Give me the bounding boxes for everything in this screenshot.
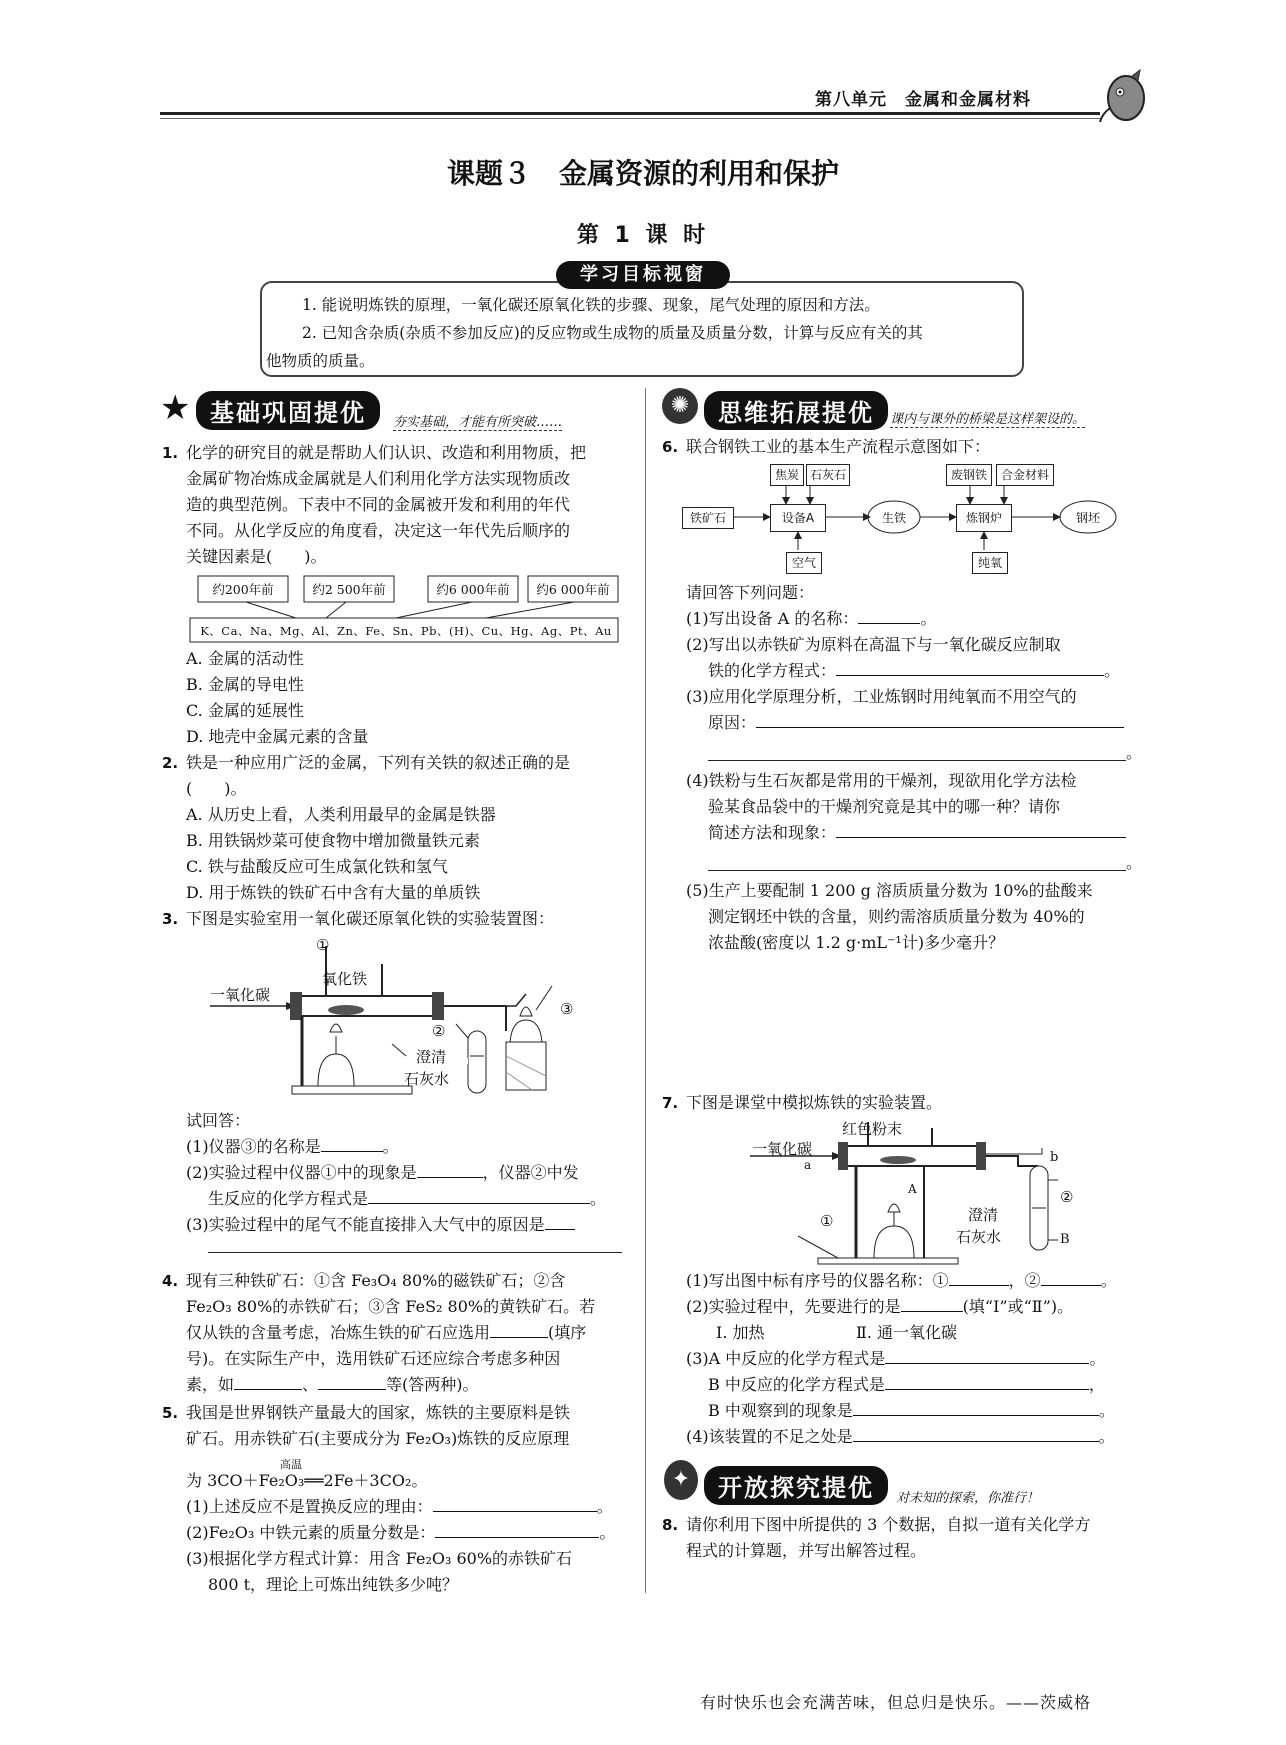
q6-sub5: (5)生产上要配制 1 200 g 溶质质量分数为 10%的盐酸来: [686, 881, 1093, 900]
q4-line: Fe₂O₃ 80%的赤铁矿石；③含 FeS₂ 80%的黄铁矿石。若: [186, 1297, 596, 1316]
q1-line: 不同。从化学反应的角度看，决定这一年代先后顺序的: [186, 521, 571, 540]
header-rule: [160, 112, 1100, 115]
timeline-label: 约6 000年前: [436, 582, 510, 597]
q7-sub4: (4)该装置的不足之处是 。: [686, 1427, 1115, 1446]
fig3-fe2o3-label: 氧化铁: [322, 970, 368, 988]
q5-number: 5.: [162, 1404, 179, 1422]
q6-sub4: (4)铁粉与生石灰都是常用的干燥剂，现欲用化学方法检: [686, 771, 1077, 790]
answer-blank[interactable]: [901, 1295, 963, 1312]
q6-number: 6.: [662, 438, 679, 456]
reaction-condition: 高温: [280, 1458, 302, 1471]
fig7-port-b: b: [1050, 1150, 1059, 1165]
goals-label: 学习目标视窗: [556, 261, 730, 289]
q1-line: 金属矿物冶炼成金属就是人们利用化学方法实现物质改: [186, 469, 571, 488]
q1-option-b: B. 金属的导电性: [186, 675, 304, 694]
fig7-num2: ②: [1060, 1188, 1074, 1206]
fig7-port-a: a: [804, 1158, 812, 1172]
section-basic-title: 基础巩固提优: [196, 391, 380, 430]
flow-coke: 焦炭: [770, 464, 804, 486]
q3-sub2: (2)实验过程中仪器①中的现象是 ，仪器②中发: [186, 1163, 579, 1182]
q2-option-b: B. 用铁锅炒菜可使食物中增加微量铁元素: [186, 831, 480, 850]
section-extend-sub: 课内与课外的桥梁是这样架设的。: [890, 408, 1085, 428]
q6-sub5-cont: 浓盐酸(密度以 1.2 g·mL⁻¹计)多少毫升？: [708, 933, 1005, 952]
mascot-icon: [1092, 68, 1154, 130]
q1-option-a: A. 金属的活动性: [186, 649, 304, 668]
metal-activity-series: K、Ca、Na、Mg、Al、Zn、Fe、Sn、Pb、(H)、Cu、Hg、Ag、Pt、Au: [200, 624, 612, 638]
q1-option-d: D. 地壳中金属元素的含量: [186, 727, 369, 746]
q6-sub4-cont: 验某食品袋中的干燥剂究竟是其中的哪一种？请你: [708, 797, 1061, 816]
answer-blank[interactable]: [545, 1213, 575, 1230]
q5-line: 矿石。用赤铁矿石(主要成分为 Fe₂O₃)炼铁的反应原理: [186, 1429, 570, 1448]
q1-line: 造的典型范例。下表中不同的金属被开发和利用的年代: [186, 495, 571, 514]
answer-blank[interactable]: [490, 1321, 548, 1338]
answer-blank[interactable]: [756, 711, 1124, 728]
fig3-co-label: 一氧化碳: [210, 986, 271, 1004]
answer-line[interactable]: [708, 760, 1126, 761]
q1-line: 化学的研究目的就是帮助人们认识、改造和利用物质，把: [186, 443, 587, 462]
flow-device-a: 设备A: [770, 504, 826, 532]
answer-blank[interactable]: [836, 821, 1126, 838]
answer-blank[interactable]: [885, 1373, 1089, 1390]
section-basic-sub: 夯实基础，才能有所突破……: [393, 411, 562, 431]
answer-blank[interactable]: [1041, 1269, 1101, 1286]
q5-sub3-cont: 800 t，理论上可炼出纯铁多少吨？: [208, 1575, 459, 1594]
fig7-powder-label: 红色粉末: [842, 1120, 903, 1138]
lightbulb-icon: ✦: [664, 1460, 698, 1500]
q6-line: 联合钢铁工业的基本生产流程示意图如下：: [686, 437, 991, 456]
q1-line: 关键因素是( )。: [186, 547, 327, 566]
q7-opt1: Ⅰ. 加热: [716, 1323, 765, 1342]
q4-line: 素，如 、 等(答两种)。: [186, 1375, 479, 1394]
answer-blank[interactable]: [321, 1135, 383, 1152]
q2-line: 铁是一种应用广泛的金属，下列有关铁的叙述正确的是: [186, 753, 571, 772]
timeline-label: 约2 500年前: [312, 582, 386, 597]
fig7-label-A: A: [908, 1182, 917, 1196]
answer-blank[interactable]: [885, 1347, 1089, 1364]
q7-number: 7.: [662, 1094, 679, 1112]
flow-oxygen: 纯氧: [972, 552, 1008, 574]
starfish-icon: ★: [160, 388, 191, 428]
q2-option-c: C. 铁与盐酸反应可生成氯化铁和氢气: [186, 857, 448, 876]
q6-sub2-cont: 铁的化学方程式： 。: [708, 661, 1121, 680]
q8-line: 请你利用下图中所提供的 3 个数据，自拟一道有关化学方: [686, 1515, 1091, 1534]
q1-number: 1.: [162, 444, 179, 462]
answer-blank[interactable]: [858, 607, 920, 624]
flow-furnace: 炼钢炉: [956, 504, 1012, 532]
q5-line: 我国是世界钢铁产量最大的国家，炼铁的主要原料是铁: [186, 1403, 571, 1422]
q1-option-c: C. 金属的延展性: [186, 701, 304, 720]
flow-alloy: 合金材料: [996, 464, 1054, 486]
flow-ore: 铁矿石: [682, 507, 734, 529]
q5-sub2: (2)Fe₂O₃ 中铁元素的质量分数是： 。: [186, 1523, 616, 1542]
q3-sub1: (1)仪器③的名称是 。: [186, 1137, 399, 1156]
fig3-lime-label: 石灰水: [404, 1070, 450, 1088]
fig7-num1: ①: [820, 1212, 834, 1230]
q3-sub2-cont: 生反应的化学方程式是 。: [208, 1189, 607, 1208]
q6-sub2: (2)写出以赤铁矿为原料在高温下与一氧化碳反应制取: [686, 635, 1061, 654]
q6-sub4-cont: 简述方法和现象：: [708, 820, 1126, 847]
header-rule-thin: [160, 118, 1100, 119]
section-open-sub: 对未知的探索，你准行！: [896, 1491, 1040, 1506]
q6-sub1: (1)写出设备 A 的名称： 。: [686, 609, 937, 628]
column-divider: [645, 388, 646, 1593]
period-mark: 。: [1126, 743, 1143, 762]
page-title: 课题３ 金属资源的利用和保护: [446, 157, 839, 190]
flow-scrap: 废钢铁: [946, 464, 992, 486]
q6-sub3: (3)应用化学原理分析，工业炼钢时用纯氧而不用空气的: [686, 687, 1077, 706]
q6-sub3-cont: 原因：: [708, 710, 1124, 737]
co-reduction-apparatus: [206, 936, 596, 1106]
q4-line: 现有三种铁矿石：①含 Fe₃O₄ 80%的磁铁矿石；②含: [186, 1271, 566, 1290]
fig3-num2: ②: [432, 1022, 446, 1040]
q7-sub3-b: B 中反应的化学方程式是 ，: [708, 1375, 1105, 1394]
q5-equation: 为 3CO＋Fe₂O₃══2Fe＋3CO₂。: [186, 1471, 428, 1490]
flow-air: 空气: [786, 552, 822, 574]
flow-limestone: 石灰石: [806, 464, 850, 486]
footer-quote: 有时快乐也会充满苦味，但总归是快乐。——茨威格: [700, 1693, 1092, 1712]
section-extend-title: 思维拓展提优: [704, 391, 888, 430]
q3-line: 下图是实验室用一氧化碳还原氧化铁的实验装置图：: [186, 909, 555, 928]
flow-pig-iron: 生铁: [881, 511, 906, 525]
answer-blank[interactable]: [853, 1399, 1099, 1416]
q4-number: 4.: [162, 1272, 179, 1290]
timeline-label: 约6 000年前: [536, 582, 610, 597]
q6-ask: 请回答下列问题：: [686, 583, 815, 602]
lesson-subtitle: 第 1 课 时: [576, 223, 710, 248]
q7-opt2: Ⅱ. 通一氧化碳: [856, 1323, 958, 1342]
q2-number: 2.: [162, 754, 179, 772]
answer-blank[interactable]: [435, 1521, 599, 1538]
q8-number: 8.: [662, 1516, 679, 1534]
goal-item-2: 2. 已知含杂质(杂质不参加反应)的反应物或生成物的质量及质量分数，计算与反应有关的其: [302, 324, 923, 342]
answer-line[interactable]: [708, 870, 1126, 871]
q3-ask: 试回答：: [186, 1111, 251, 1130]
fig3-num1: ①: [316, 936, 330, 954]
section-open-title: 开放探究提优: [704, 1466, 888, 1505]
answer-blank[interactable]: [368, 1187, 590, 1204]
fig7-label-B: B: [1060, 1232, 1070, 1247]
fig3-lime-label: 澄清: [416, 1048, 447, 1066]
fig7-co-label: 一氧化碳: [752, 1140, 813, 1158]
q4-line: 仅从铁的含量考虑，冶炼生铁的矿石应选用 (填序: [186, 1323, 587, 1342]
fig7-lime-label: 石灰水: [956, 1228, 1002, 1246]
learning-goals-box: [260, 281, 1024, 377]
q7-sub1: (1)写出图中标有序号的仪器名称：① ，② 。: [686, 1271, 1117, 1290]
q6-sub5-cont: 测定钢坯中铁的含量，则约需溶质质量分数为 40%的: [708, 907, 1085, 926]
period-mark: 。: [1126, 853, 1143, 872]
q5-sub3: (3)根据化学方程式计算：用含 Fe₂O₃ 60%的赤铁矿石: [186, 1549, 573, 1568]
answer-blank[interactable]: [318, 1373, 386, 1390]
flow-billet: 钢坯: [1075, 511, 1100, 525]
answer-blank[interactable]: [234, 1373, 302, 1390]
shell-icon: ✺: [662, 388, 698, 424]
q3-number: 3.: [162, 910, 179, 928]
q3-sub3: (3)实验过程中的尾气不能直接排入大气中的原因是: [186, 1212, 575, 1239]
answer-blank[interactable]: [836, 659, 1104, 676]
q2-line: ( )。: [186, 779, 247, 798]
fig7-lime-label: 澄清: [968, 1206, 999, 1224]
q7-line: 下图是课堂中模拟炼铁的实验装置。: [686, 1093, 943, 1112]
fig3-num3: ③: [560, 1000, 574, 1018]
goal-item-1: 1. 能说明炼铁的原理，一氧化碳还原氧化铁的步骤、现象，尾气处理的原因和方法。: [302, 296, 880, 314]
q2-option-d: D. 用于炼铁的铁矿石中含有大量的单质铁: [186, 883, 481, 902]
q7-sub2: (2)实验过程中，先要进行的是 (填“Ⅰ”或“Ⅱ”)。: [686, 1297, 1074, 1316]
answer-line[interactable]: [208, 1252, 622, 1253]
q4-line: 号)。在实际生产中，选用铁矿石还应综合考虑多种因: [186, 1349, 561, 1368]
unit-header: 第八单元 金属和金属材料: [815, 90, 1031, 110]
q7-sub3: (3)A 中反应的化学方程式是 。: [686, 1349, 1106, 1368]
q8-line: 程式的计算题，并写出解答过程。: [686, 1541, 927, 1560]
answer-blank[interactable]: [433, 1495, 597, 1512]
answer-blank[interactable]: [853, 1425, 1099, 1442]
timeline-label: 约200年前: [212, 582, 274, 597]
q5-sub1: (1)上述反应不是置换反应的理由： 。: [186, 1497, 613, 1516]
q7-sub3-c: B 中观察到的现象是 。: [708, 1401, 1115, 1420]
answer-blank[interactable]: [949, 1269, 1009, 1286]
goal-item-3: 他物质的质量。: [266, 352, 375, 370]
q2-option-a: A. 从历史上看，人类利用最早的金属是铁器: [186, 805, 496, 824]
answer-blank[interactable]: [417, 1161, 483, 1178]
